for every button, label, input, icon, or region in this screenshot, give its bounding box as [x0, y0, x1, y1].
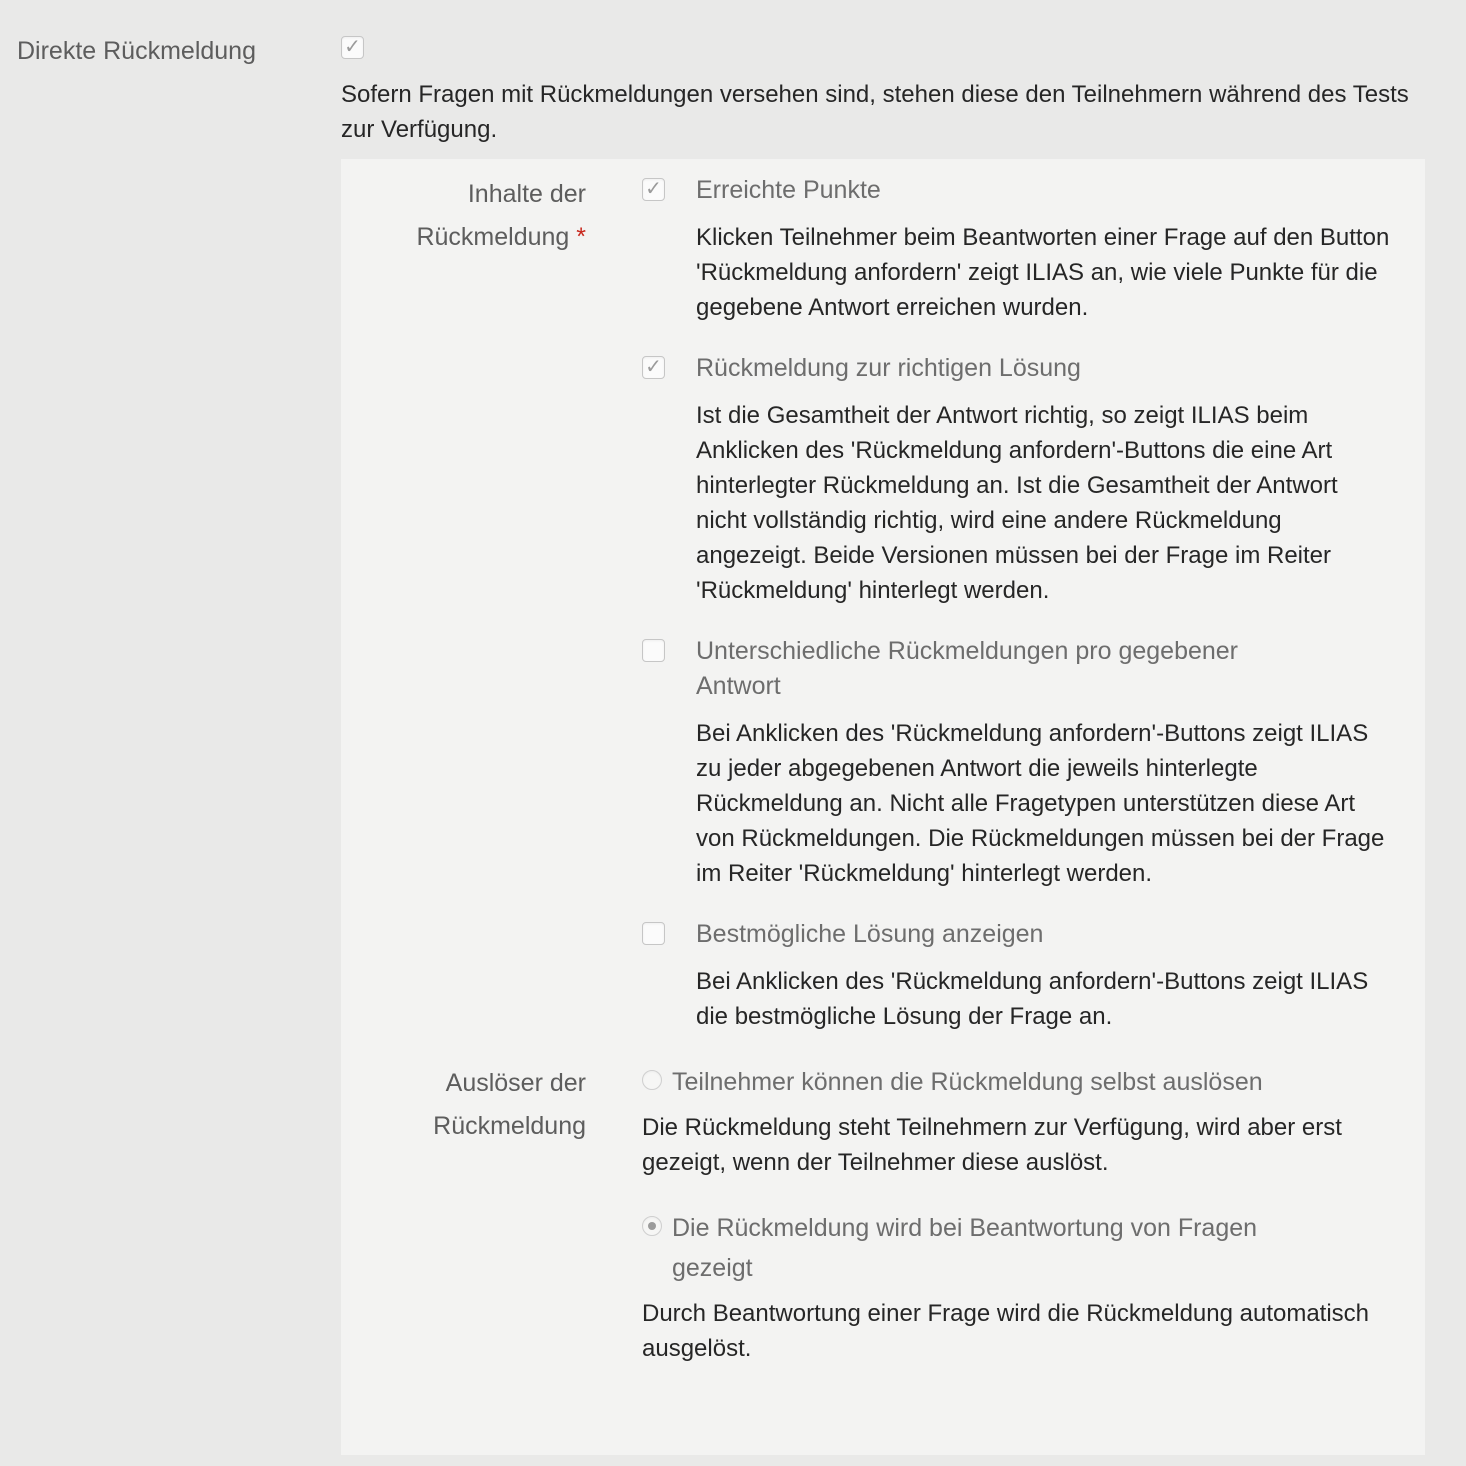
feedback-trigger-group	[341, 1062, 1425, 1394]
checkmark-icon: ✓	[645, 355, 662, 378]
erreichte-punkte-checkbox[interactable]	[642, 178, 665, 201]
field-byline: Sofern Fragen mit Rückmeldungen versehen sind, stehen diese den Teilnehmern während des Tests zur Verfügung.	[341, 81, 1409, 143]
feedback-content-group	[341, 173, 1425, 1060]
option-unterschiedliche-rueckmeldungen	[642, 634, 1395, 891]
option-bestmoegliche-loesung	[642, 917, 1395, 1034]
option-byline: Bei Anklicken des 'Rückmeldung anfordern'-Buttons zeigt ILIAS die bestmögliche Lösung der Frage an.	[696, 968, 1369, 1030]
radio-option-bei-beantwortung	[642, 1208, 1395, 1366]
field-content	[341, 36, 1466, 1455]
option-rueckmeldung-richtige-loesung	[642, 351, 1395, 608]
unterschiedliche-rueckmeldungen-checkbox[interactable]	[642, 639, 665, 662]
radio-label: Die Rückmeldung wird bei Beantwortung von Fragen gezeigt	[672, 1214, 1258, 1282]
option-label: Bestmögliche Lösung anzeigen	[696, 920, 1044, 948]
checkmark-icon: ✓	[645, 177, 662, 200]
option-byline: Klicken Teilnehmer beim Beantworten einer Frage auf den Button 'Rückmeldung anfordern' zeigt ILIAS an, wie viele Punkte für die gegebene Antwort erreichen wurden.	[696, 224, 1390, 321]
selbst-ausloesen-radio[interactable]	[642, 1070, 662, 1090]
option-byline: Bei Anklicken des 'Rückmeldung anfordern'-Buttons zeigt ILIAS zu jeder abgegebenen Antwort die jeweils hinterlegte Rückmeldung an. Nicht alle Fragetypen unterstützen diese Art von Rückmeldungen. Die Rückmeldungen müssen bei der Frage im Reiter 'Rückmeldung' hinterlegt werden.	[696, 720, 1385, 887]
bestmoegliche-loesung-checkbox[interactable]	[642, 922, 665, 945]
option-erreichte-punkte	[642, 173, 1395, 325]
trigger-group-label: Auslöser der Rückmeldung	[433, 1069, 586, 1140]
direct-feedback-checkbox[interactable]	[341, 36, 364, 59]
checkmark-icon: ✓	[344, 35, 361, 58]
content-group-label-text: Inhalte der Rückmeldung	[416, 180, 586, 251]
direct-feedback-checkbox-wrap	[341, 36, 1466, 59]
trigger-group-options	[642, 1062, 1425, 1394]
option-byline: Ist die Gesamtheit der Antwort richtig, so zeigt ILIAS beim Anklicken des 'Rückmeldung anfordern'-Buttons die eine Art hinterlegter Rückmeldung an. Ist die Gesamtheit der Antwort nicht vollständig richtig, wird eine andere Rückmeldung angezeigt. Beide Versionen müssen bei der Frage im Reiter 'Rückmeldung' hinterlegt werden.	[696, 402, 1338, 604]
nested-settings-panel	[341, 159, 1425, 1455]
option-label: Erreichte Punkte	[696, 176, 881, 204]
radio-byline: Durch Beantwortung einer Frage wird die Rückmeldung automatisch ausgelöst.	[642, 1300, 1370, 1362]
bei-beantwortung-radio[interactable]	[642, 1216, 662, 1236]
field-label: Direkte Rückmeldung	[17, 37, 256, 65]
richtige-loesung-checkbox[interactable]	[642, 356, 665, 379]
option-label: Unterschiedliche Rückmeldungen pro gegebener Antwort	[696, 637, 1239, 700]
required-asterisk: *	[576, 223, 586, 251]
radio-byline: Die Rückmeldung steht Teilnehmern zur Verfügung, wird aber erst gezeigt, wenn der Teilnehmer diese auslöst.	[642, 1114, 1342, 1176]
radio-dot-icon	[648, 1222, 656, 1230]
content-group-label	[341, 173, 586, 1060]
radio-label: Teilnehmer können die Rückmeldung selbst auslösen	[672, 1068, 1263, 1096]
content-group-options	[642, 173, 1425, 1060]
radio-option-selbst-ausloesen	[642, 1062, 1395, 1180]
option-label: Rückmeldung zur richtigen Lösung	[696, 354, 1081, 382]
